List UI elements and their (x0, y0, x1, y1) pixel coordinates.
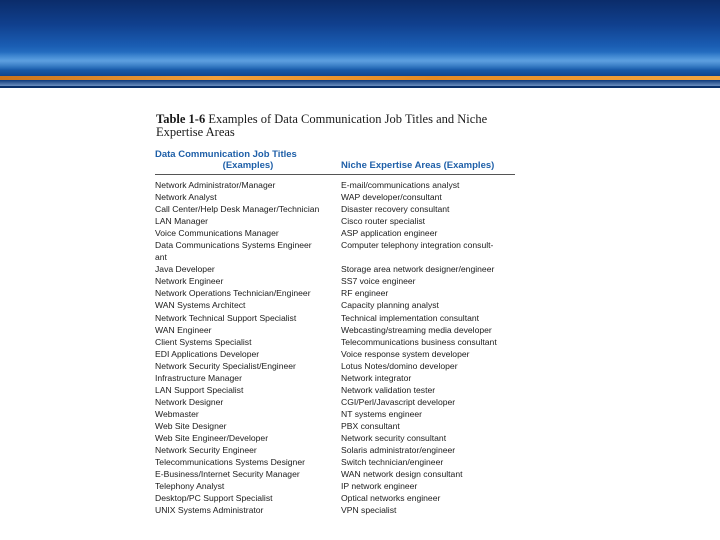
niche-area-cell: Lotus Notes/domino developer (341, 360, 458, 371)
banner-bottom-edge (0, 80, 720, 86)
table-row (155, 492, 515, 504)
table-row (155, 372, 515, 384)
header-divider (155, 174, 515, 175)
table-row (155, 360, 515, 372)
table-row (155, 468, 515, 480)
job-titles-table (155, 149, 515, 516)
title-banner (0, 0, 720, 88)
table-row (155, 420, 515, 432)
niche-area-cell: Network validation tester (341, 384, 436, 395)
table-caption (156, 113, 516, 139)
job-title-cell: Web Site Designer (155, 420, 227, 431)
niche-area-cell: E-mail/communications analyst (341, 180, 460, 190)
table-row (155, 239, 515, 251)
niche-area-cell: Telecommunications business consultant (341, 336, 497, 347)
job-title-cell: EDI Applications Developer (155, 348, 260, 359)
job-title-cell: Voice Communications Manager (155, 228, 279, 239)
table-number: Table 1-6 (156, 112, 206, 126)
job-title-cell: Webmaster (155, 408, 199, 419)
niche-area-cell: Solaris administrator/engineer (341, 445, 456, 456)
table-row (155, 227, 515, 239)
job-title-cell: Network Security Engineer (155, 445, 257, 456)
table-row (155, 504, 515, 516)
table-row (155, 299, 515, 311)
header-niche-areas (341, 149, 515, 171)
job-title-cell: Telecommunications Systems Designer (155, 457, 305, 468)
niche-area-cell: WAN network design consultant (341, 469, 463, 480)
table-row (155, 444, 515, 456)
table-body (155, 179, 515, 516)
niche-area-cell: Cisco router specialist (341, 216, 426, 227)
table-row (155, 432, 515, 444)
table-row (155, 480, 515, 492)
job-title-cell: LAN Manager (155, 216, 209, 227)
banner-highlight (0, 52, 720, 70)
job-title-cell: Web Site Engineer/Developer (155, 432, 269, 443)
niche-area-cell: Computer telephony integration consult- (341, 240, 494, 251)
job-title-cell: Data Communications Systems Engineer (155, 240, 312, 251)
niche-area-cell: Voice response system developer (341, 348, 470, 359)
job-title-cell: Client Systems Specialist (155, 336, 252, 347)
job-title-cell: ant (155, 252, 167, 263)
job-title-cell: Network Engineer (155, 276, 224, 287)
table-row (155, 348, 515, 360)
niche-area-cell: Capacity planning analyst (341, 300, 439, 311)
job-title-cell: Desktop/PC Support Specialist (155, 493, 273, 504)
job-title-cell: Network Analyst (155, 192, 217, 203)
job-title-cell: Call Center/Help Desk Manager/Technician (155, 204, 320, 215)
job-title-cell: Network Technical Support Specialist (155, 312, 297, 323)
niche-area-cell: Webcasting/streaming media developer (341, 324, 492, 335)
job-title-cell: UNIX Systems Administrator (155, 505, 264, 516)
niche-area-cell: Technical implementation consultant (341, 312, 480, 323)
table-row (155, 287, 515, 299)
job-title-cell: Infrastructure Manager (155, 372, 242, 383)
job-title-cell: Network Operations Technician/Engineer (155, 288, 311, 299)
job-title-cell: WAN Engineer (155, 324, 212, 335)
job-title-cell: Network Administrator/Manager (155, 180, 276, 190)
table-row (155, 215, 515, 227)
table-row (155, 312, 515, 324)
niche-area-cell: Network security consultant (341, 432, 447, 443)
table-row (155, 396, 515, 408)
job-title-cell: Telephony Analyst (155, 481, 225, 492)
table-row (155, 408, 515, 420)
niche-area-cell: Network integrator (341, 372, 412, 383)
table-row (155, 324, 515, 336)
job-title-cell: WAN Systems Architect (155, 300, 246, 311)
niche-area-cell: RF engineer (341, 288, 389, 299)
niche-area-cell: Switch technician/engineer (341, 457, 444, 468)
table-row (155, 203, 515, 215)
niche-area-cell: WAP developer/consultant (341, 192, 442, 203)
niche-area-cell: VPN specialist (341, 505, 397, 516)
job-title-cell: Network Designer (155, 396, 224, 407)
job-title-cell: E-Business/Internet Security Manager (155, 469, 300, 480)
niche-area-cell: PBX consultant (341, 420, 400, 431)
niche-area-cell: Optical networks engineer (341, 493, 441, 504)
table-header (155, 149, 515, 171)
table-row (155, 179, 515, 191)
header-job-titles-line2: (Examples) (222, 160, 274, 171)
niche-area-cell: NT systems engineer (341, 408, 423, 419)
niche-area-cell: IP network engineer (341, 481, 418, 492)
table-row (155, 263, 515, 275)
niche-area-cell: Storage area network designer/engineer (341, 264, 495, 275)
table-row (155, 191, 515, 203)
niche-area-cell: CGI/Perl/Javascript developer (341, 396, 456, 407)
job-title-cell: LAN Support Specialist (155, 384, 244, 395)
table-row (155, 456, 515, 468)
table-row (155, 336, 515, 348)
niche-area-cell: ASP application engineer (341, 228, 438, 239)
table-row (155, 384, 515, 396)
caption-text-line2: Expertise Areas (156, 125, 235, 139)
header-niche-areas-text: Niche Expertise Areas (Examples) (341, 160, 495, 171)
header-job-titles-line1: Data Communication Job Titles (155, 149, 297, 160)
job-title-cell: Network Security Specialist/Engineer (155, 360, 296, 371)
caption-text-line1: Examples of Data Communication Job Titles and Niche (205, 112, 488, 126)
table-row (155, 251, 515, 263)
table-row (155, 275, 515, 287)
niche-area-cell: SS7 voice engineer (341, 276, 416, 287)
niche-area-cell: Disaster recovery consultant (341, 204, 450, 215)
niche-area-cell (341, 251, 515, 263)
job-title-cell: Java Developer (155, 264, 215, 275)
header-job-titles (155, 149, 341, 171)
